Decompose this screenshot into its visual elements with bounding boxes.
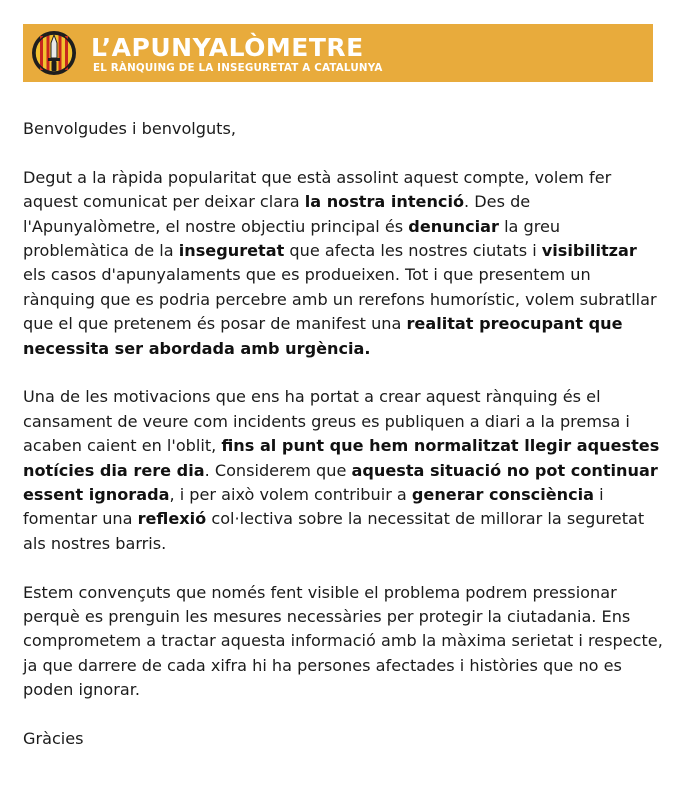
p1-bold: la nostra intenció bbox=[304, 192, 465, 212]
paragraph-3: Estem convençuts que només fent visible el problema podrem pressionar perquè es prenguin les mesures necessàries per protegir la ciutadania. Ens comprometem a tractar aquesta informació amb la màxima serietat i respecte, ja que darrere de cada xifra hi ha persones afectades i històries que no es poden ignorar. bbox=[23, 582, 663, 700]
p1-text: que afecta les nostres ciutats i bbox=[284, 241, 542, 261]
p2-text: i fomentar una bbox=[23, 485, 604, 529]
p1-text: els casos d'apunyalaments que es produeixen. Tot i que presentem un rànquing que es podria percebre amb un rerefons humorístic, volem subratllar que el que pretenem és posar de manifest una bbox=[23, 265, 657, 334]
p1-bold: denunciar bbox=[408, 216, 499, 236]
p2-text: , i per això volem contribuir a bbox=[169, 485, 412, 505]
p1-text: la greu problemàtica de la bbox=[23, 216, 561, 261]
p2-text: Una de les motivacions que ens ha portat a crear aquest rànquing és el cansament de veure com incidents greus es publiquen a diari a la premsa i acaben caient en l'oblit, bbox=[23, 387, 630, 456]
knife-emblem-icon bbox=[31, 30, 77, 76]
p2-bold: generar consciència bbox=[411, 485, 595, 505]
paragraph-2 bbox=[23, 385, 663, 556]
p1-bold: realitat preocupant que necessita ser abordada amb urgència. bbox=[23, 314, 623, 358]
closing: Gràcies bbox=[23, 729, 84, 749]
p1-bold: visibilitzar bbox=[541, 241, 637, 261]
p2-bold: aquesta situació no pot continuar essent ignorada bbox=[23, 460, 658, 505]
greeting: Benvolgudes i benvolguts, bbox=[23, 119, 236, 138]
p2-bold: reflexió bbox=[137, 509, 207, 529]
p1-bold: inseguretat bbox=[178, 241, 285, 261]
header-banner bbox=[23, 24, 653, 82]
p2-text: col·lectiva sobre la necessitat de millorar la seguretat als nostres barris. bbox=[23, 509, 645, 553]
letter-body bbox=[23, 117, 663, 752]
p1-text: . Des de l'Apunyalòmetre, el nostre objectiu principal és bbox=[23, 192, 531, 236]
p1-text: Degut a la ràpida popularitat que està assolint aquest compte, volem fer aquest comunicat per deixar clara bbox=[23, 167, 612, 212]
paragraph-1 bbox=[23, 166, 663, 361]
brand-title: L’APUNYALÒMETRE bbox=[91, 33, 364, 62]
p2-text: . Considerem que bbox=[204, 460, 352, 480]
brand-subtitle: EL RÀNQUING DE LA INSEGURETAT A CATALUNYA bbox=[93, 62, 383, 74]
p2-bold: fins al punt que hem normalitzat llegir aquestes notícies dia rere dia bbox=[23, 436, 660, 480]
